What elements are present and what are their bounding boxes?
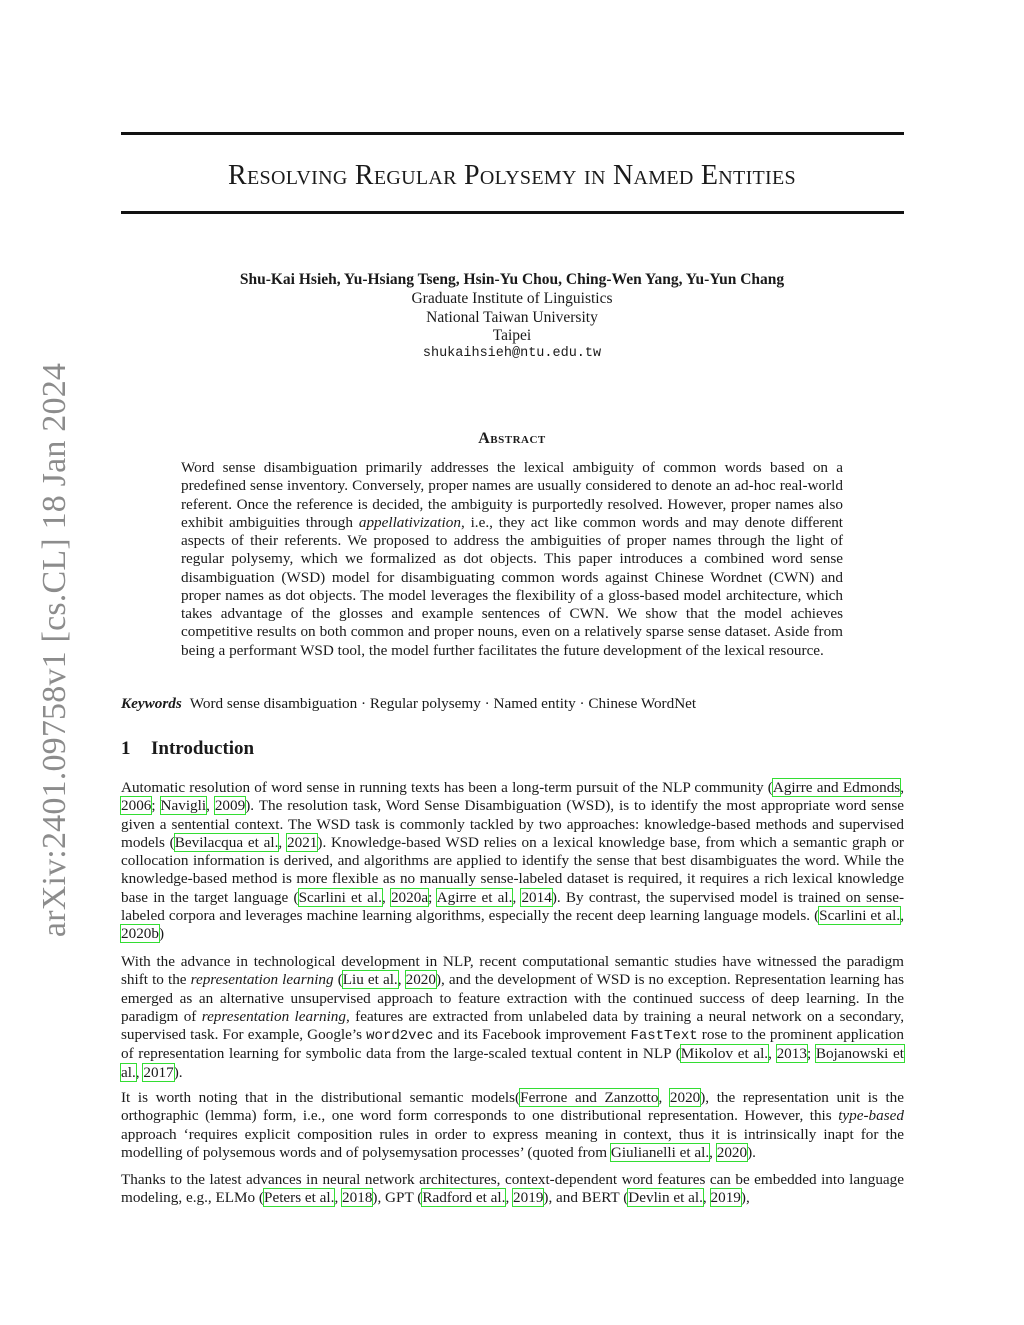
- citation-link[interactable]: 2020: [669, 1089, 701, 1106]
- abstract-emphasis: appellativization: [358, 513, 461, 531]
- text-run: Thanks to the latest advances in neural network architectures, context-dependent word features can be embedded into language modeling, e.g., ELMo (: [121, 1171, 904, 1207]
- citation-link[interactable]: Giulianelli et al.: [610, 1143, 710, 1161]
- citation-link[interactable]: Agirre and Edmonds: [772, 779, 901, 796]
- text-run: ,: [900, 779, 904, 796]
- paragraph-1: [121, 779, 904, 943]
- text-run: ,: [505, 1189, 514, 1207]
- citation-link[interactable]: Scarlini et al.: [819, 906, 901, 924]
- text-run: ).: [747, 1143, 756, 1161]
- text-run: , features are extracted from unlabeled data by training a neural network on a secondary, supervised task. For example, Google’s: [121, 1007, 905, 1043]
- code-term: word2vec: [366, 1028, 434, 1044]
- citation-link[interactable]: Bojanowski et al.: [121, 1045, 904, 1081]
- keywords-text: Word sense disambiguation · Regular polysemy · Named entity · Chinese WordNet: [189, 695, 697, 712]
- author-list: Shu-Kai Hsieh, Yu-Hsiang Tseng, Hsin-Yu Chou, Ching-Wen Yang, Yu-Yun Chang: [239, 271, 785, 288]
- paper-title: Resolving Regular Polysemy in Named Entities: [228, 160, 796, 191]
- text-run: rose to the prominent application of representation learning for symbolic data from the large-scaled textual content in NLP (: [121, 1026, 904, 1063]
- text-run: and its Facebook improvement: [433, 1026, 631, 1043]
- citation-link[interactable]: Liu et al.: [342, 971, 398, 989]
- emphasis-text: representation learning: [190, 971, 334, 989]
- citation-link[interactable]: 2020b: [121, 925, 159, 942]
- text-run: It is worth noting that in the distributional semantic models(: [121, 1089, 521, 1106]
- citation-link[interactable]: Agirre et al.: [436, 888, 513, 906]
- citation-link[interactable]: 2013: [776, 1045, 807, 1063]
- text-run: ),: [740, 1189, 750, 1207]
- affiliation-city: Taipei: [492, 327, 532, 344]
- text-run: ,: [397, 971, 406, 989]
- code-term: FastText: [630, 1028, 698, 1044]
- paragraph-2: [121, 953, 904, 1082]
- text-run: ,: [334, 1189, 343, 1207]
- text-run: With the advance in technological development in NLP, recent computational semantic studies have witnessed the paradigm shift to the: [121, 953, 904, 989]
- affiliation-university: National Taiwan University: [426, 309, 598, 326]
- text-run: approach ‘requires explicit composition rules in order to express meaning in context, thus it is intrinsically inapt for the modelling of polysemous words and of polysemysation processes’ (quoted from: [121, 1125, 904, 1161]
- text-run: ). Knowledge-based WSD relies on a lexical knowledge base, from which a semantic graph or collocation information is derived, and algorithms are applied to identify the sense that best disambiguates the word. While the knowledge-based method is more flexible as no manually sense-labeled dataset is required, it requires a rich lexical knowledge base in the target language (: [121, 833, 904, 906]
- citation-link[interactable]: Radford et al.: [422, 1189, 506, 1207]
- text-run: ), GPT (: [372, 1189, 423, 1207]
- citation-link[interactable]: Mikolov et al.: [680, 1045, 769, 1063]
- citation-link[interactable]: 2019: [710, 1189, 741, 1207]
- text-run: ,: [900, 906, 904, 924]
- text-run: ,: [512, 888, 522, 906]
- text-run: ,: [709, 1143, 717, 1161]
- text-run: ). By contrast, the supervised model is trained on sense-labeled corpora and leverages machine learning algorithms, especially the recent deep learning language models. (: [121, 888, 905, 924]
- citation-link[interactable]: 2019: [513, 1189, 544, 1207]
- text-run: ,: [278, 833, 288, 851]
- citation-link[interactable]: Scarlini et al.: [298, 888, 382, 906]
- abstract-heading: Abstract: [478, 430, 546, 447]
- emphasis-text: type-based: [838, 1107, 904, 1125]
- title-rule-top: [121, 132, 904, 135]
- citation-link[interactable]: 2014: [521, 888, 552, 906]
- citation-link[interactable]: Navigli: [160, 797, 207, 815]
- arxiv-identifier[interactable]: arXiv:2401.09758v1 [cs.CL] 18 Jan 2024: [36, 362, 73, 938]
- section-number: 1: [121, 738, 131, 759]
- text-run: ,: [702, 1189, 711, 1207]
- section-title: Introduction: [151, 738, 255, 759]
- section-heading-introduction: [121, 738, 254, 760]
- paragraph-4: [121, 1171, 904, 1208]
- text-run: ,: [381, 888, 391, 906]
- citation-link[interactable]: Peters et al.: [264, 1189, 335, 1207]
- citation-link[interactable]: Bevilacqua et al.: [174, 833, 279, 851]
- citation-link[interactable]: 2020: [716, 1143, 748, 1161]
- text-run: ,: [658, 1089, 670, 1106]
- text-run: ,: [768, 1045, 777, 1063]
- paragraph-3: [121, 1089, 904, 1162]
- citation-link[interactable]: 2006: [121, 797, 152, 815]
- citation-link[interactable]: 2020a: [390, 888, 429, 906]
- citation-link[interactable]: 2017: [143, 1063, 174, 1081]
- keywords-label: Keywords: [121, 695, 182, 712]
- author-email[interactable]: shukaihsieh@ntu.edu.tw: [422, 346, 602, 361]
- abstract-body: [181, 459, 843, 660]
- citation-link[interactable]: 2021: [287, 833, 318, 851]
- title-rule-bottom: [121, 211, 904, 214]
- text-run: Automatic resolution of word sense in running texts has been a long-term pursuit of the NLP community (: [121, 779, 773, 796]
- citation-link[interactable]: Devlin et al.: [628, 1189, 703, 1207]
- text-run: ): [158, 925, 165, 942]
- text-run: ), the representation unit is the orthographic (lemma) form, i.e., one word form corresponds to one distributional representation. However, this: [121, 1089, 905, 1125]
- emphasis-text: representation learning: [201, 1007, 346, 1025]
- citation-link[interactable]: 2009: [214, 797, 246, 815]
- text-run: ), and BERT (: [543, 1189, 629, 1207]
- citation-link[interactable]: 2018: [342, 1189, 373, 1207]
- abstract-text: , i.e., they act like common words and may denote different aspects of their referents. We proposed to address the ambiguities of proper names through the light of regular polysemy, which we formalized as dot objects. This paper introduces a combined word sense disambiguation (WSD) model for disambiguating common words against Chinese Wordnet (CWN) and proper names as dot objects. The model leverages the flexibility of a gloss-based model architecture, which takes advantage of the glosses and example sentences of CWN. We show that the model achieves competitive results on both common and proper nouns, even on a relatively sparse sense dataset. Aside from being a performant WSD tool, the model further facilitates the future development of the lexical resource.: [181, 513, 844, 659]
- citation-link[interactable]: 2020: [405, 971, 436, 989]
- text-run: ,: [206, 797, 215, 815]
- text-run: ;: [428, 888, 437, 906]
- text-run: ), and the development of WSD is no exception. Representation learning has emerged as an alternative unsupervised approach to feature extraction with the continued success of deep learning. In the paradigm of: [121, 971, 904, 1025]
- affiliation-institute: Graduate Institute of Linguistics: [411, 290, 613, 307]
- text-run: (: [333, 971, 343, 989]
- text-run: ). The resolution task, Word Sense Disambiguation (WSD), is to identify the most appropriate word sense given a sentential context. The WSD task is commonly tackled by two approaches: knowledge-based methods and supervised models (: [121, 797, 905, 851]
- text-run: ;: [806, 1045, 816, 1063]
- citation-link[interactable]: Ferrone and Zanzotto: [520, 1089, 659, 1106]
- keywords-line: [121, 695, 904, 713]
- text-run: ).: [173, 1063, 183, 1081]
- text-run: ,: [135, 1063, 144, 1081]
- abstract-text: Word sense disambiguation primarily addresses the lexical ambiguity of common words based on a predefined sense inventory. Conversely, proper names are usually considered to denote an ad-hoc real-world referent. Once the reference is decided, the ambiguity is purportedly resolved. However, proper names also exhibit ambiguities through: [181, 459, 843, 531]
- text-run: ;: [151, 797, 161, 815]
